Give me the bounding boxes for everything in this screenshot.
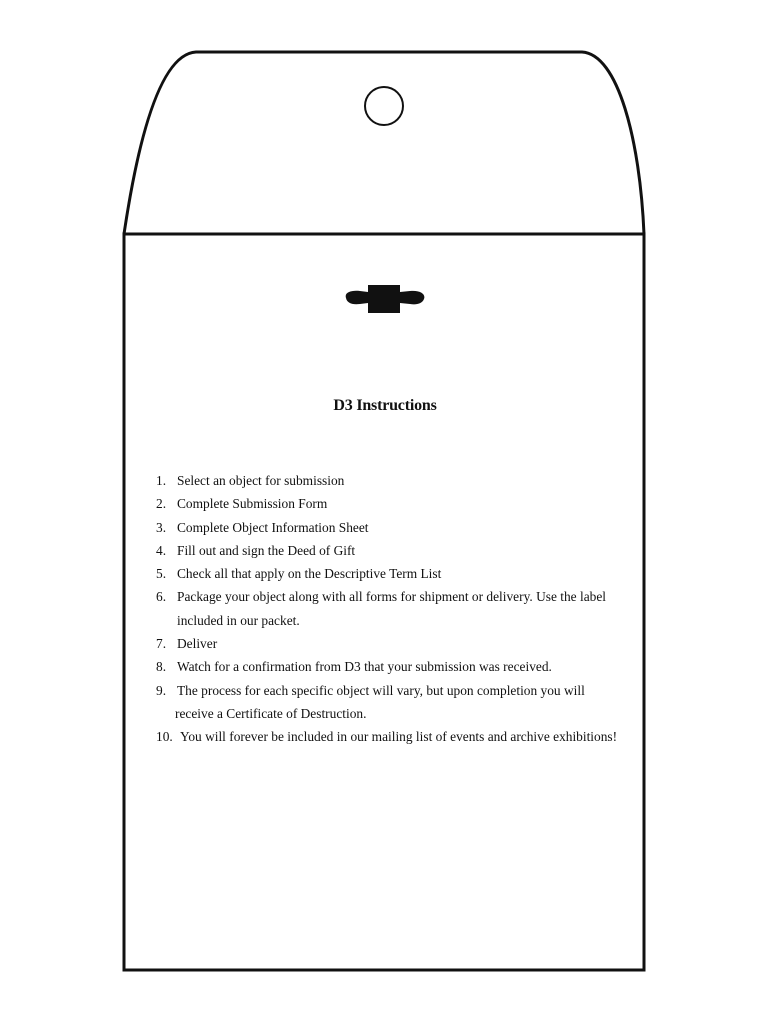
list-item-text-wrap <box>177 585 626 632</box>
list-item-number: 4. <box>156 542 167 558</box>
page-title: D3 Instructions <box>333 397 437 414</box>
list-item-number: 3. <box>156 519 167 535</box>
list-item-text: Complete Submission Form <box>177 496 328 512</box>
list-item-number: 7. <box>156 636 167 652</box>
list-item <box>156 469 626 492</box>
list-item-text: Select an object for submission <box>177 473 345 488</box>
list-item-number: 8. <box>156 659 167 675</box>
list-item-text: Fill out and sign the Deed of Gift <box>177 542 356 558</box>
hole-punch-icon <box>365 87 403 125</box>
list-item-text: Watch for a confirmation from D3 that your submission was received. <box>177 659 552 675</box>
list-item-continuation: included in our packet. <box>177 612 300 628</box>
list-item-number: 1. <box>156 473 167 488</box>
list-item-text: Check all that apply on the Descriptive Term List <box>177 566 442 582</box>
list-item-text: Package your object along with all forms for shipment or delivery. Use the label <box>177 589 606 605</box>
instructions-list <box>156 469 626 749</box>
list-item-continuation: receive a Certificate of Destruction. <box>175 705 367 721</box>
list-item-text: Complete Object Information Sheet <box>177 519 369 535</box>
list-item-number: 9. <box>156 682 167 698</box>
list-item-text-wrap <box>177 679 626 726</box>
list-item-text: You will forever be included in our mailing list of events and archive exhibitions! <box>180 729 618 745</box>
list-item <box>156 562 626 585</box>
list-item <box>156 632 626 655</box>
list-item-number: 6. <box>156 589 167 605</box>
list-item <box>156 492 626 515</box>
list-item-text: Deliver <box>177 636 218 652</box>
list-item <box>156 725 626 748</box>
list-item <box>156 585 626 632</box>
envelope-flap <box>124 52 644 234</box>
list-item-number: 2. <box>156 496 167 512</box>
list-item <box>156 516 626 539</box>
list-item-text: The process for each specific object will vary, but upon completion you will <box>177 682 585 698</box>
list-item-number: 10. <box>156 729 173 745</box>
list-item <box>156 679 626 726</box>
list-item-number: 5. <box>156 566 167 582</box>
bone-logo-icon <box>346 285 425 313</box>
list-item <box>156 539 626 562</box>
list-item <box>156 655 626 678</box>
